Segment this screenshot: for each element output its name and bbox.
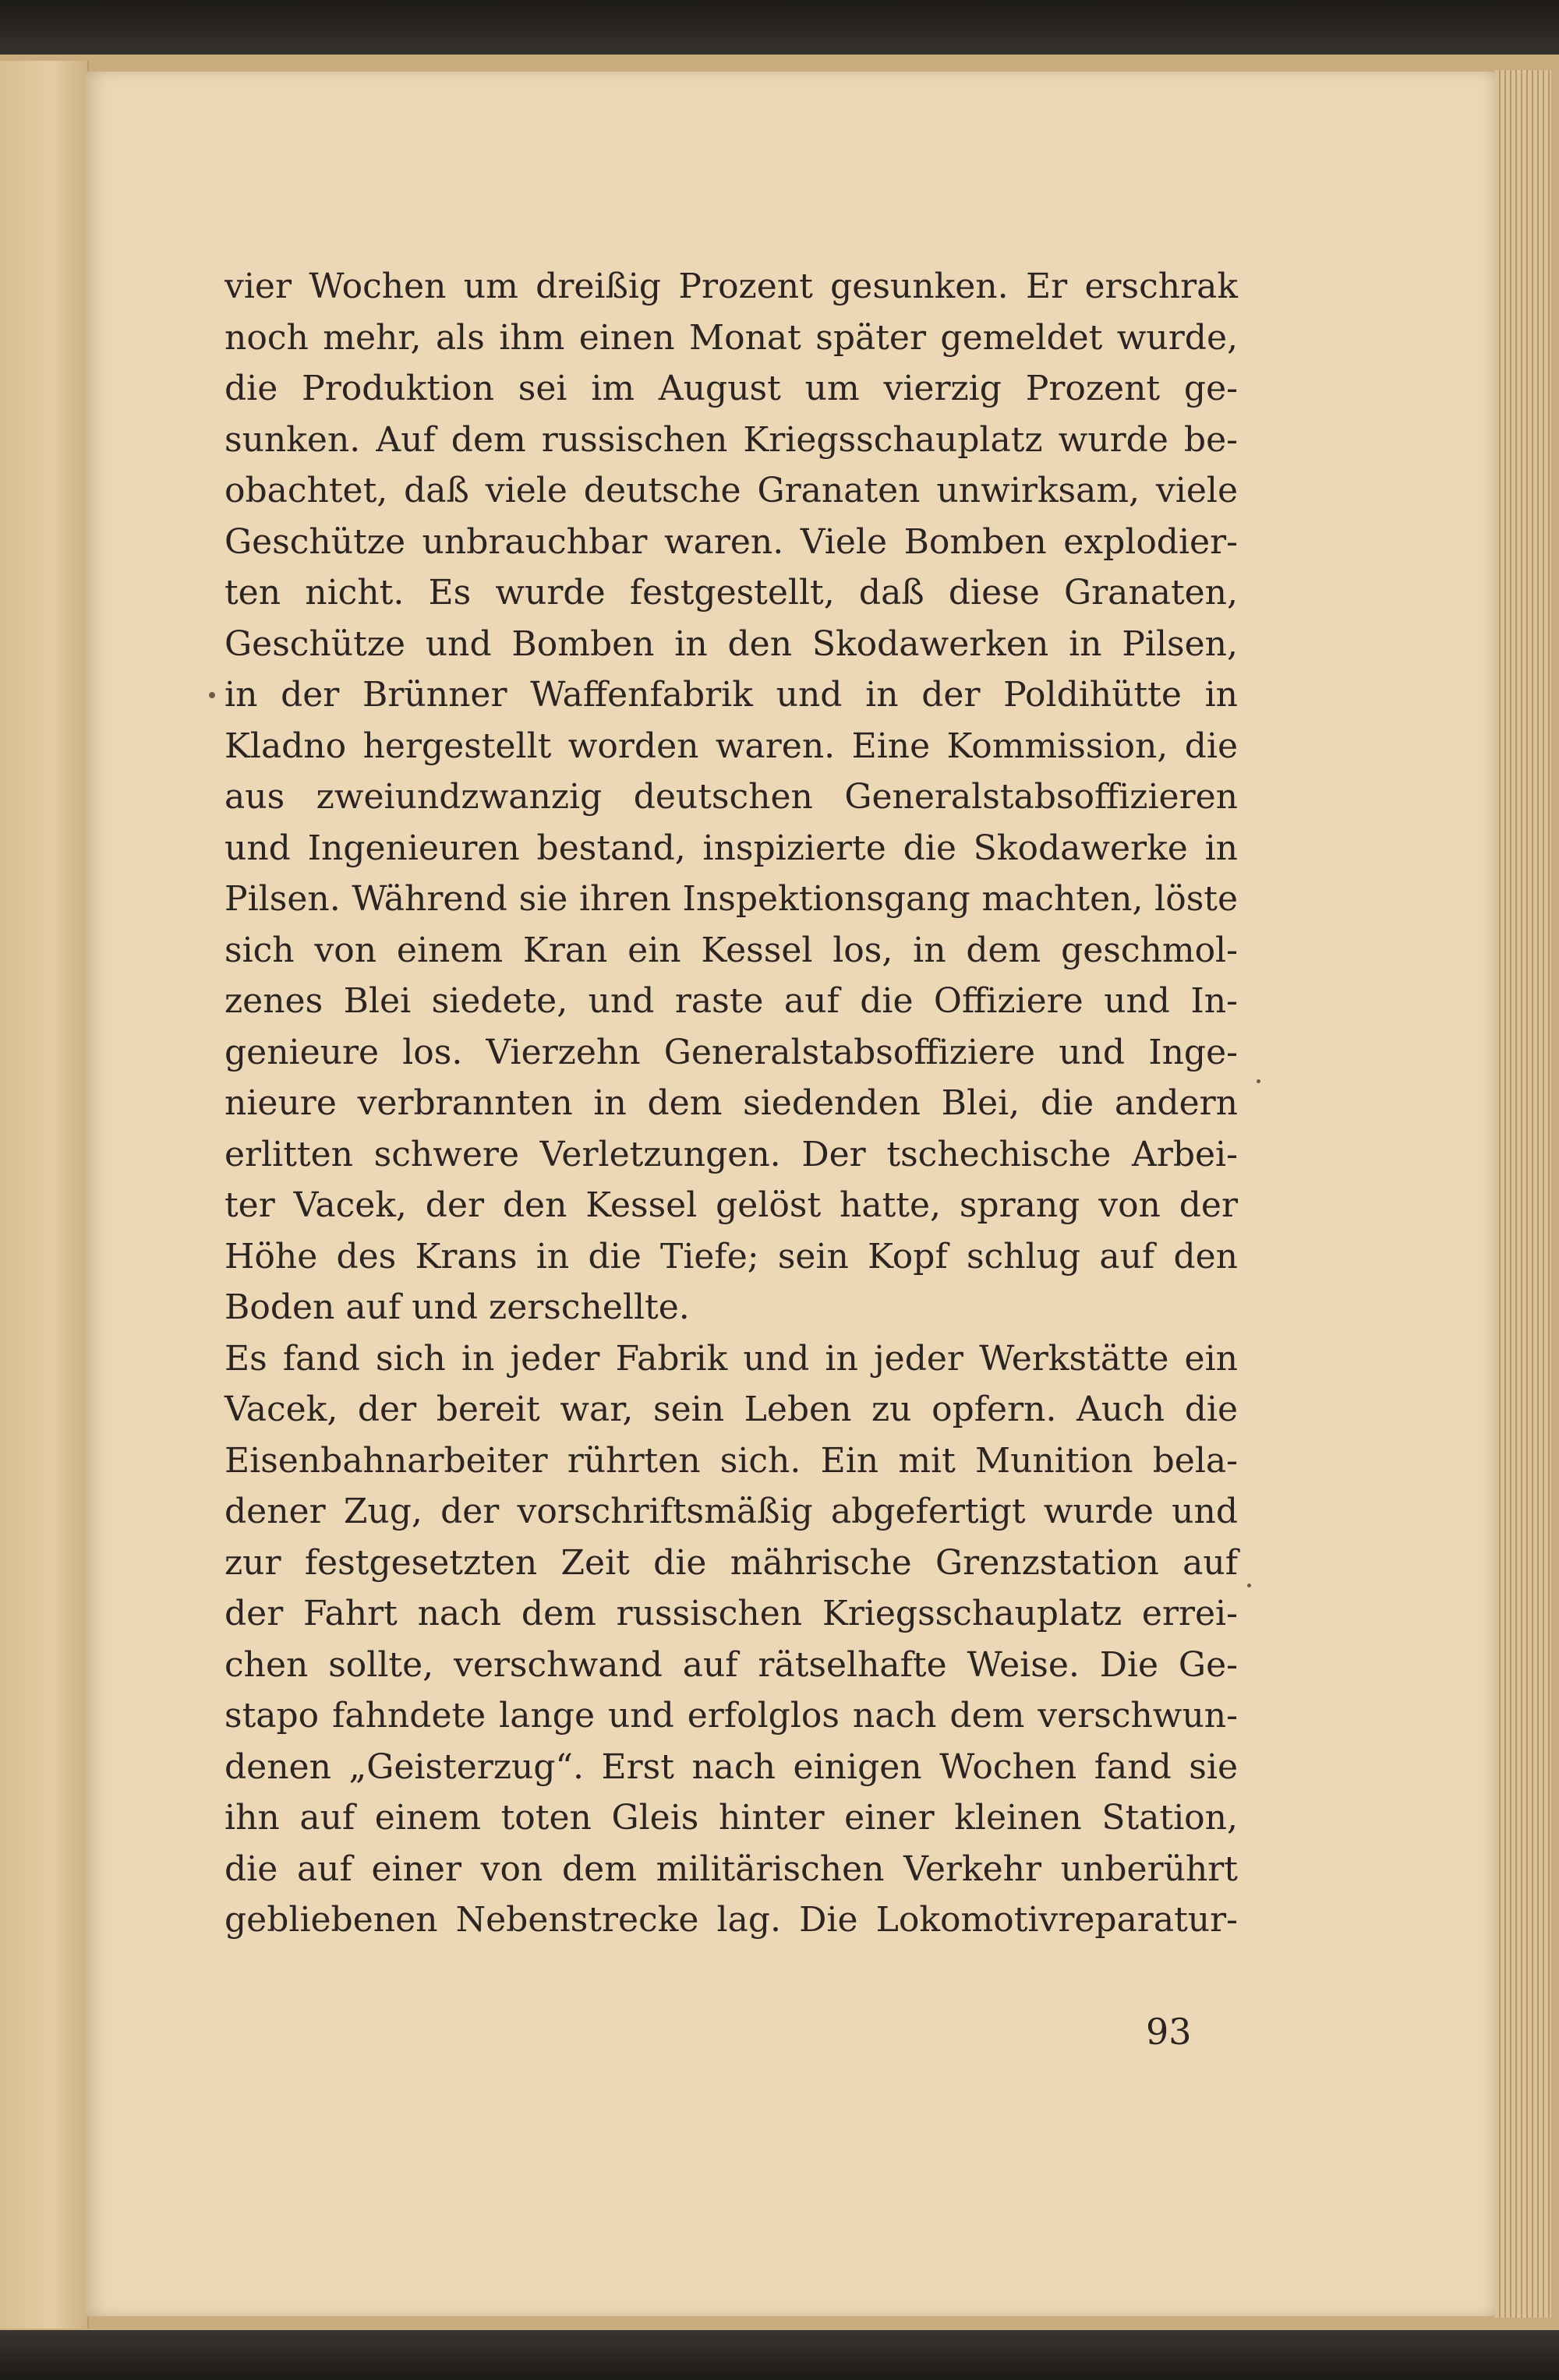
text-line: in der Brünner Waffenfabrik und in der Poldihütte in (224, 675, 1238, 715)
page-number: 93 (1146, 2011, 1192, 2053)
text-line: Boden auf und zerschellte. (224, 1287, 690, 1327)
text-line: nieure verbrannten in dem siedenden Blei, die andern (224, 1083, 1238, 1123)
text-line: chen sollte, verschwand auf rätselhafte Weise. Die Ge- (224, 1644, 1238, 1685)
text-line: zur festgesetzten Zeit die mährische Grenzstation auf (224, 1542, 1238, 1583)
page-edges (1495, 70, 1551, 2318)
text-line: vier Wochen um dreißig Prozent gesunken. Er erschrak (224, 267, 1238, 306)
text-line: zenes Blei siedete, und raste auf die Offiziere und In- (224, 981, 1238, 1021)
text-line: denen „Geisterzug“. Erst nach einigen Wochen fand sie (224, 1746, 1238, 1787)
body-text (224, 261, 1238, 1946)
ink-speck (1247, 1584, 1251, 1587)
text-line: Vacek, der bereit war, sein Leben zu opfern. Auch die (224, 1390, 1238, 1429)
text-line: ihn auf einem toten Gleis hinter einer kleinen Station, (224, 1798, 1238, 1838)
left-gutter (0, 61, 89, 2329)
text-line: Höhe des Krans in die Tiefe; sein Kopf schlug auf den (224, 1236, 1238, 1277)
text-line: stapo fahndete lange und erfolglos nach dem verschwun- (224, 1696, 1238, 1736)
text-line: und Ingenieuren bestand, inspizierte die Skodawerke in (224, 828, 1238, 868)
text-line: Eisenbahnarbeiter rührten sich. Ein mit Munition bela- (224, 1440, 1238, 1481)
ink-speck (209, 692, 215, 698)
text-line: Kladno hergestellt worden waren. Eine Kommission, die (224, 726, 1238, 766)
text-line: der Fahrt nach dem russischen Kriegsschauplatz errei- (224, 1594, 1238, 1633)
text-line: dener Zug, der vorschriftsmäßig abgefertigt wurde und (224, 1492, 1238, 1531)
text-line: genieure los. Vierzehn Generalstabsoffiziere und Inge- (224, 1032, 1238, 1072)
text-line: ter Vacek, der den Kessel gelöst hatte, sprang von der (224, 1185, 1238, 1225)
text-line: noch mehr, als ihm einen Monat später gemeldet wurde, (224, 317, 1238, 358)
text-line: erlitten schwere Verletzungen. Der tschechische Arbei- (224, 1134, 1238, 1174)
text-line: sunken. Auf dem russischen Kriegsschauplatz wurde be- (224, 419, 1238, 460)
scan-top-border (0, 0, 1559, 62)
text-line: Pilsen. Während sie ihren Inspektionsgang machten, löste (224, 879, 1238, 919)
text-line: sich von einem Kran ein Kessel los, in dem geschmol- (224, 930, 1238, 970)
text-line: Geschütze unbrauchbar waren. Viele Bomben explodier- (224, 521, 1238, 562)
text-line: gebliebenen Nebenstrecke lag. Die Lokomotivreparatur- (224, 1900, 1238, 1940)
text-line: die auf einer von dem militärischen Verkehr unberührt (224, 1849, 1238, 1889)
text-line: Geschütze und Bomben in den Skodawerken in Pilsen, (224, 623, 1238, 664)
scan-bottom-border (0, 2330, 1559, 2380)
text-line: aus zweiundzwanzig deutschen Generalstabsoffizieren (224, 777, 1238, 817)
text-line: ten nicht. Es wurde festgestellt, daß diese Granaten, (224, 573, 1238, 613)
text-line: Es fand sich in jeder Fabrik und in jeder Werkstätte ein (224, 1338, 1238, 1379)
text-line: obachtet, daß viele deutsche Granaten unwirksam, viele (224, 471, 1238, 510)
ink-speck (1257, 1079, 1260, 1083)
text-line: die Produktion sei im August um vierzig Prozent ge- (224, 369, 1238, 408)
